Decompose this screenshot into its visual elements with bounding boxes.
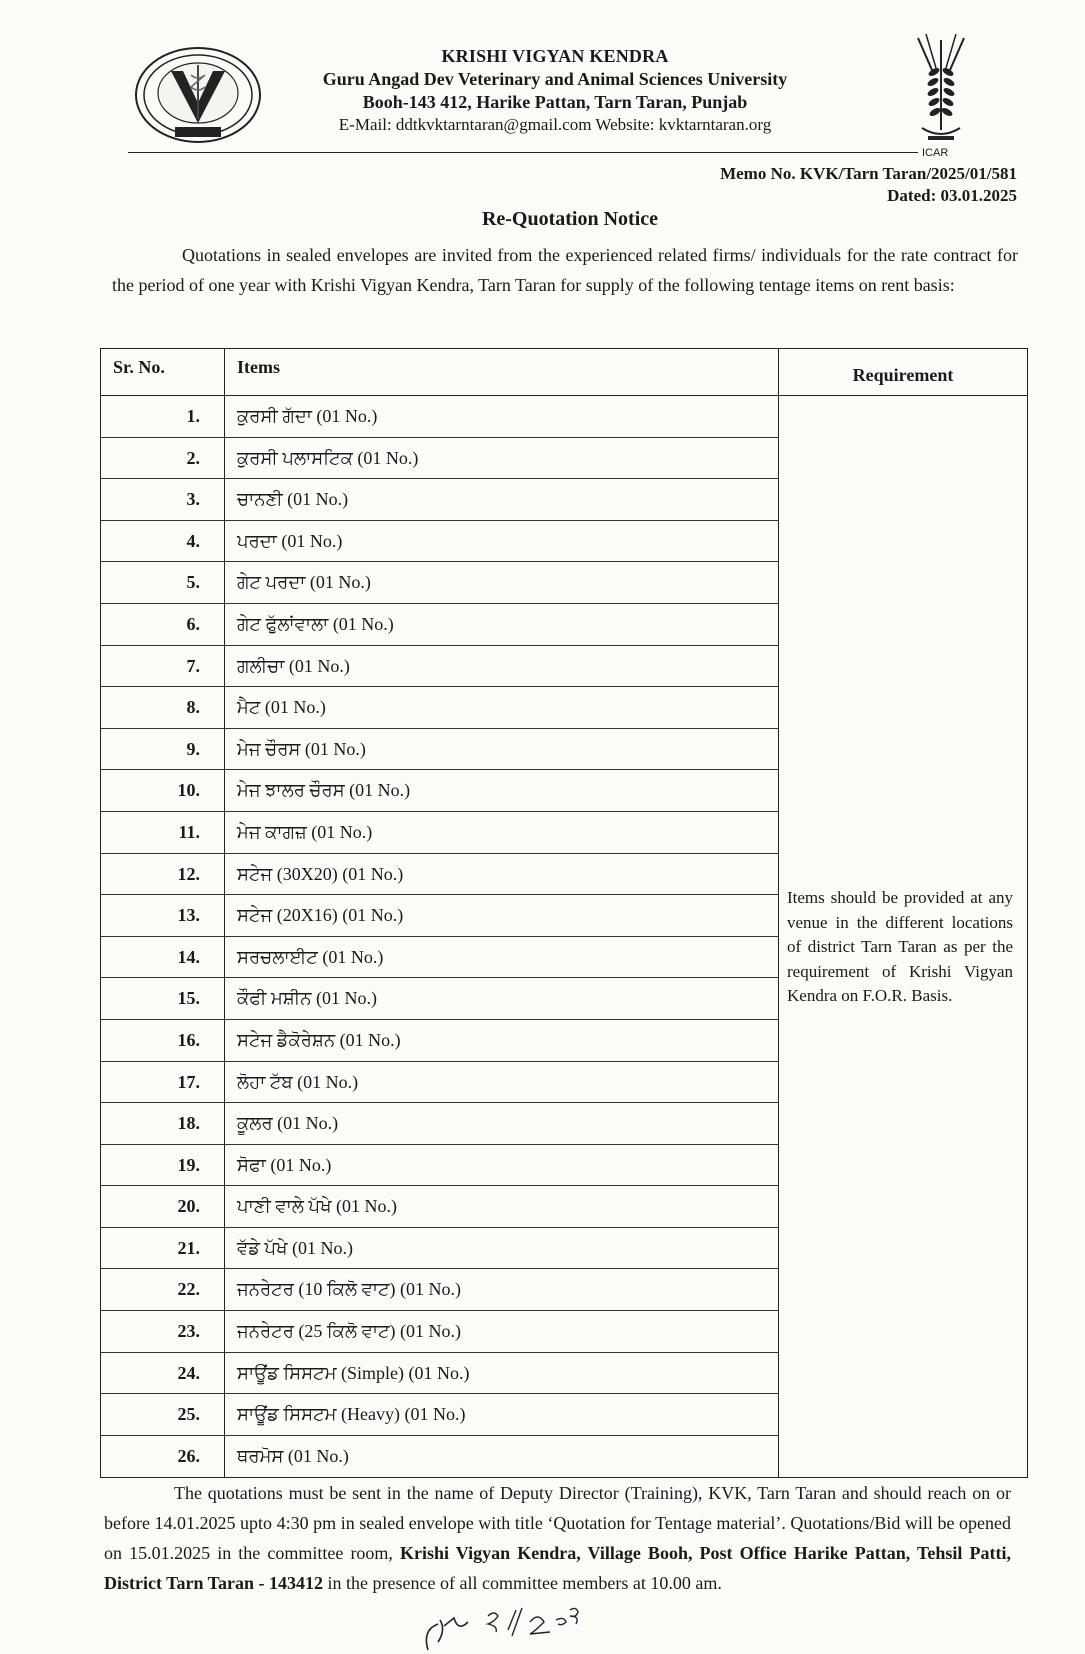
row-item: ਗੇਟ ਫੁੱਲਾਂਵਾਲਾ (01 No.) (225, 604, 779, 645)
row-sr-no: 25. (101, 1394, 225, 1435)
row-sr-no: 6. (101, 604, 225, 645)
row-item: ਗੇਟ ਪਰਦਾ (01 No.) (225, 562, 779, 603)
university-name: Guru Angad Dev Veterinary and Animal Sciences University (322, 69, 788, 89)
table-row (101, 1394, 779, 1436)
row-sr-no: 13. (101, 895, 225, 936)
row-item: ਗਲੀਚਾ (01 No.) (225, 646, 779, 687)
row-item: ਸਾਊਂਡ ਸਿਸਟਮ (Heavy) (01 No.) (225, 1394, 779, 1435)
row-item: ਥਰਮੋਸ (01 No.) (225, 1436, 779, 1478)
table-row (101, 1145, 779, 1187)
table-row (101, 1186, 779, 1228)
table-row (101, 479, 779, 521)
table-row (101, 562, 779, 604)
row-sr-no: 7. (101, 646, 225, 687)
table-row (101, 978, 779, 1020)
table-row (101, 1436, 779, 1478)
row-sr-no: 1. (101, 396, 225, 437)
table-row (101, 521, 779, 563)
intro-text: Quotations in sealed envelopes are invited from the experienced related firms/ individuals for the rate contract for the period of one year with Krishi Vigyan Kendra, Tarn Taran for supply of the following tentage items on rent basis: (112, 245, 1018, 295)
row-item: ਕੂਲਰ (01 No.) (225, 1103, 779, 1144)
row-sr-no: 8. (101, 687, 225, 728)
table-row (101, 895, 779, 937)
table-row (101, 438, 779, 480)
row-item: ਪਰਦਾ (01 No.) (225, 521, 779, 562)
row-item: ਕੁਰਸੀ ਗੱਦਾ (01 No.) (225, 396, 779, 437)
row-item: ਚਾਨਣੀ (01 No.) (225, 479, 779, 520)
row-sr-no: 9. (101, 729, 225, 770)
table-row (101, 854, 779, 896)
row-sr-no: 23. (101, 1311, 225, 1352)
table-rows (101, 396, 779, 1477)
notice-title: Re-Quotation Notice (481, 208, 659, 230)
items-table (100, 348, 1028, 1478)
row-item: ਸਟੇਜ (20X16) (01 No.) (225, 895, 779, 936)
row-sr-no: 5. (101, 562, 225, 603)
row-sr-no: 26. (101, 1436, 225, 1478)
requirement-cell (779, 396, 1027, 1477)
closing-text-1: The quotations must be sent in the name of Deputy Director (Training), KVK, Tarn Taran and should reach on or before 14.01.2025 upto 4:30 pm in sealed envelope with title ‘Quotation for Tentage material’. Quotations/Bid will be opened on 15.01.2025 in the committee room, (104, 1483, 1011, 1563)
table-row (101, 937, 779, 979)
row-sr-no: 18. (101, 1103, 225, 1144)
row-sr-no: 20. (101, 1186, 225, 1227)
table-row (101, 729, 779, 771)
header-sr-no: Sr. No. (101, 349, 225, 395)
row-sr-no: 10. (101, 770, 225, 811)
table-row (101, 1311, 779, 1353)
header-requirement: Requirement (852, 365, 954, 385)
table-row (101, 604, 779, 646)
row-sr-no: 24. (101, 1353, 225, 1394)
table-row (101, 1020, 779, 1062)
table-row (101, 1353, 779, 1395)
organization-name: KRISHI VIGYAN KENDRA (441, 46, 669, 66)
row-sr-no: 21. (101, 1228, 225, 1269)
row-sr-no: 17. (101, 1062, 225, 1103)
row-item: ਸਾਊਂਡ ਸਿਸਟਮ (Simple) (01 No.) (225, 1353, 779, 1394)
header-divider (128, 152, 918, 153)
university-seal-icon (133, 45, 263, 145)
table-row (101, 1228, 779, 1270)
row-sr-no: 22. (101, 1269, 225, 1310)
header-items: Items (225, 349, 779, 395)
table-row (101, 770, 779, 812)
row-item: ਮੇਜ ਕਾਗਜ਼ (01 No.) (225, 812, 779, 853)
row-sr-no: 16. (101, 1020, 225, 1061)
row-sr-no: 12. (101, 854, 225, 895)
row-item: ਮੇਜ ਝਾਲਰ ਚੌਰਸ (01 No.) (225, 770, 779, 811)
table-row (101, 646, 779, 688)
table-row (101, 1062, 779, 1104)
memo-number: Memo No. KVK/Tarn Taran/2025/01/581 (720, 164, 1017, 183)
row-item: ਸਰਚਲਾਈਟ (01 No.) (225, 937, 779, 978)
row-sr-no: 4. (101, 521, 225, 562)
row-sr-no: 15. (101, 978, 225, 1019)
row-item: ਕੁਰਸੀ ਪਲਾਸਟਿਕ (01 No.) (225, 438, 779, 479)
table-row (101, 396, 779, 438)
row-item: ਮੇਜ ਚੌਰਸ (01 No.) (225, 729, 779, 770)
row-item: ਲੋਹਾ ਟੱਬ (01 No.) (225, 1062, 779, 1103)
row-sr-no: 19. (101, 1145, 225, 1186)
row-item: ਸੋਫਾ (01 No.) (225, 1145, 779, 1186)
requirement-text: Items should be provided at any venue in the different locations of district Tarn Taran as per the requirement of Krishi Vigyan Kendra on F.O.R. Basis. (787, 888, 1013, 1005)
row-sr-no: 14. (101, 937, 225, 978)
table-row (101, 812, 779, 854)
contact-info: E-Mail: ddtkvktarntaran@gmail.com Website: kvktarntaran.org (338, 115, 772, 134)
row-item: ਮੈਟ (01 No.) (225, 687, 779, 728)
memo-block (720, 163, 1017, 207)
icar-label: ICAR (922, 147, 949, 159)
closing-paragraph (104, 1478, 1011, 1598)
intro-paragraph (112, 240, 1018, 300)
table-body (101, 396, 1027, 1477)
row-item: ਵੱਡੇ ਪੱਖੇ (01 No.) (225, 1228, 779, 1269)
closing-text-2: in the presence of all committee members at 10.00 am. (323, 1573, 722, 1593)
address: Booh-143 412, Harike Pattan, Tarn Taran, Punjab (362, 92, 748, 112)
table-row (101, 687, 779, 729)
venue-address: Krishi Vigyan Kendra, Village Booh, Post Office Harike Pattan, Tehsil Patti, District Tarn Taran - 143412 (104, 1543, 1011, 1593)
icar-wheat-logo-icon (908, 30, 974, 160)
table-header (101, 349, 1027, 396)
row-item: ਜਨਰੇਟਰ (25 ਕਿਲੋ ਵਾਟ) (01 No.) (225, 1311, 779, 1352)
row-item: ਜਨਰੇਟਰ (10 ਕਿਲੋ ਵਾਟ) (01 No.) (225, 1269, 779, 1310)
row-item: ਸਟੇਜ (30X20) (01 No.) (225, 854, 779, 895)
row-item: ਸਟੇਜ ਡੈਕੋਰੇਸ਼ਨ (01 No.) (225, 1020, 779, 1061)
row-sr-no: 11. (101, 812, 225, 853)
memo-date: Dated: 03.01.2025 (887, 186, 1017, 205)
row-sr-no: 3. (101, 479, 225, 520)
row-item: ਕੌਫੀ ਮਸ਼ੀਨ (01 No.) (225, 978, 779, 1019)
table-row (101, 1269, 779, 1311)
handwritten-signature-icon (418, 1600, 618, 1654)
row-item: ਪਾਣੀ ਵਾਲੇ ਪੱਖੇ (01 No.) (225, 1186, 779, 1227)
letterhead (290, 46, 820, 135)
row-sr-no: 2. (101, 438, 225, 479)
table-row (101, 1103, 779, 1145)
